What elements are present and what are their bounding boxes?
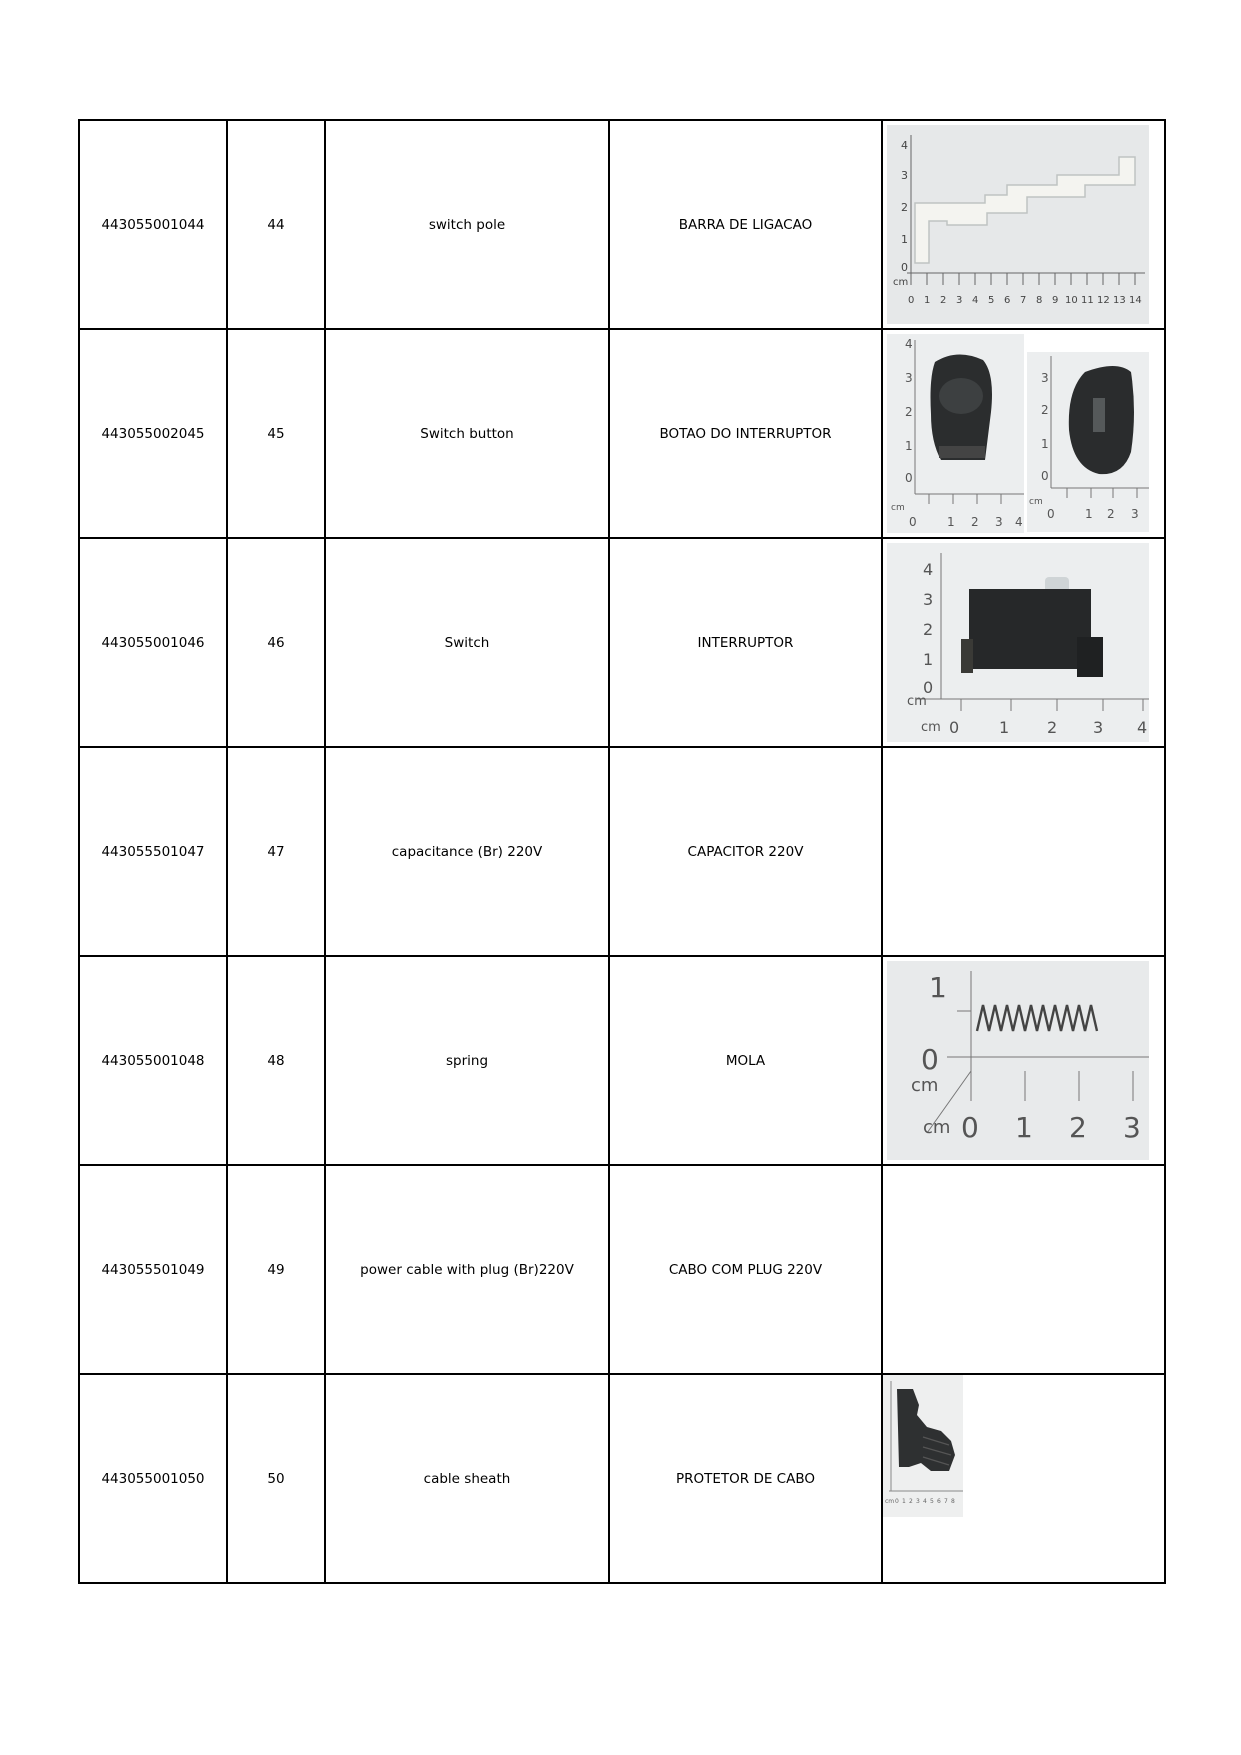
description-pt: INTERRUPTOR xyxy=(609,538,882,747)
ruler-mark: 1 xyxy=(947,515,955,529)
ruler-mark: 14 xyxy=(1129,295,1142,306)
part-number: 443055001048 xyxy=(79,956,227,1165)
position-number: 46 xyxy=(227,538,325,747)
ruler-mark: 3 xyxy=(1041,371,1049,385)
parts-table xyxy=(78,119,1166,1584)
ruler-mark: 0 xyxy=(961,1111,979,1144)
position-number: 45 xyxy=(227,329,325,538)
position-number: 44 xyxy=(227,120,325,329)
ruler-mark: 0 xyxy=(901,261,908,274)
description-pt: CAPACITOR 220V xyxy=(609,747,882,956)
description-en: Switch xyxy=(325,538,609,747)
ruler-unit: cm xyxy=(921,720,941,735)
table-row xyxy=(79,747,1165,956)
ruler-mark: 3 xyxy=(923,590,934,609)
ruler-mark: 4 xyxy=(923,1498,927,1505)
image-cell xyxy=(882,120,1165,329)
description-pt: BARRA DE LIGACAO xyxy=(609,120,882,329)
ruler-mark: 7 xyxy=(944,1498,948,1505)
image-cell xyxy=(882,956,1165,1165)
ruler-mark: 0 xyxy=(1047,507,1055,521)
ruler-mark: 2 xyxy=(971,515,979,529)
ruler-mark: 0 xyxy=(923,678,934,697)
ruler-mark: 2 xyxy=(905,405,913,419)
ruler-mark: 3 xyxy=(1093,718,1104,737)
ruler-mark: 1 xyxy=(901,233,908,246)
ruler-mark: 1 xyxy=(924,295,931,306)
ruler-mark: 2 xyxy=(940,295,947,306)
ruler-mark: 3 xyxy=(995,515,1003,529)
ruler-unit: cm xyxy=(1029,497,1043,507)
position-number: 50 xyxy=(227,1374,325,1583)
switch-button-back-photo xyxy=(1027,352,1149,532)
ruler-mark: 3 xyxy=(1123,1111,1141,1144)
ruler-mark: 2 xyxy=(923,620,934,639)
ruler-mark: 5 xyxy=(930,1498,934,1505)
ruler-mark: 3 xyxy=(956,295,963,306)
ruler-mark: 0 xyxy=(1041,469,1049,483)
description-pt: CABO COM PLUG 220V xyxy=(609,1165,882,1374)
ruler-mark: 12 xyxy=(1097,295,1110,306)
switch-pole-photo xyxy=(887,125,1149,324)
ruler-mark: 4 xyxy=(905,337,913,351)
part-number: 443055001044 xyxy=(79,120,227,329)
description-en: switch pole xyxy=(325,120,609,329)
image-cell xyxy=(882,747,1165,956)
part-number: 443055501047 xyxy=(79,747,227,956)
part-number: 443055001046 xyxy=(79,538,227,747)
table-row xyxy=(79,1374,1165,1583)
ruler-mark: 2 xyxy=(901,201,908,214)
switch-button-photo xyxy=(887,334,1024,533)
switch-photo xyxy=(887,543,1149,742)
table-row xyxy=(79,538,1165,747)
ruler-mark: 4 xyxy=(972,295,979,306)
ruler-mark: 8 xyxy=(951,1498,955,1505)
ruler-mark: 4 xyxy=(1015,515,1023,529)
spring-photo xyxy=(887,961,1149,1160)
ruler-mark: 1 xyxy=(905,439,913,453)
ruler-mark: 11 xyxy=(1081,295,1094,306)
ruler-mark: 2 xyxy=(1041,403,1049,417)
ruler-mark: 3 xyxy=(1131,507,1139,521)
ruler-mark: 1 xyxy=(929,971,947,1004)
ruler-mark: 1 xyxy=(1041,437,1049,451)
position-number: 49 xyxy=(227,1165,325,1374)
description-en: Switch button xyxy=(325,329,609,538)
ruler-unit: cm xyxy=(907,694,927,709)
ruler-mark: 7 xyxy=(1020,295,1027,306)
ruler-mark: 6 xyxy=(1004,295,1011,306)
image-cell xyxy=(882,538,1165,747)
description-pt: BOTAO DO INTERRUPTOR xyxy=(609,329,882,538)
ruler-mark: 5 xyxy=(988,295,995,306)
description-pt: PROTETOR DE CABO xyxy=(609,1374,882,1583)
ruler-mark: 0 xyxy=(905,471,913,485)
part-number: 443055002045 xyxy=(79,329,227,538)
ruler-mark: 0 xyxy=(895,1498,899,1505)
ruler-mark: 1 xyxy=(999,718,1010,737)
position-number: 47 xyxy=(227,747,325,956)
ruler-mark: 3 xyxy=(901,169,908,182)
description-pt: MOLA xyxy=(609,956,882,1165)
ruler-mark: 0 xyxy=(908,295,915,306)
ruler-unit: cm xyxy=(911,1075,939,1096)
ruler-mark: 3 xyxy=(916,1498,920,1505)
ruler-unit: cm xyxy=(893,277,909,288)
ruler-mark: 8 xyxy=(1036,295,1043,306)
table-row xyxy=(79,956,1165,1165)
ruler-unit: cm xyxy=(923,1117,951,1138)
ruler-mark: 4 xyxy=(901,139,908,152)
ruler-mark: 4 xyxy=(923,560,934,579)
table-row xyxy=(79,1165,1165,1374)
part-number: 443055001050 xyxy=(79,1374,227,1583)
ruler-mark: 0 xyxy=(921,1043,939,1076)
cable-sheath-photo xyxy=(883,1375,963,1517)
position-number: 48 xyxy=(227,956,325,1165)
ruler-mark: 1 xyxy=(902,1498,906,1505)
image-cell xyxy=(882,329,1165,538)
image-cell xyxy=(882,1374,1165,1583)
description-en: spring xyxy=(325,956,609,1165)
description-en: cable sheath xyxy=(325,1374,609,1583)
ruler-mark: 13 xyxy=(1113,295,1126,306)
ruler-mark: 6 xyxy=(937,1498,941,1505)
ruler-unit: cm xyxy=(885,1498,895,1505)
ruler-mark: 1 xyxy=(1015,1111,1033,1144)
ruler-mark: 2 xyxy=(909,1498,913,1505)
part-number: 443055501049 xyxy=(79,1165,227,1374)
ruler-mark: 0 xyxy=(909,515,917,529)
ruler-mark: 10 xyxy=(1065,295,1078,306)
ruler-mark: 4 xyxy=(1137,718,1148,737)
ruler-mark: 2 xyxy=(1107,507,1115,521)
ruler-unit: cm xyxy=(891,503,905,513)
ruler-mark: 3 xyxy=(905,371,913,385)
description-en: power cable with plug (Br)220V xyxy=(325,1165,609,1374)
ruler-mark: 1 xyxy=(1085,507,1093,521)
ruler-mark: 9 xyxy=(1052,295,1059,306)
table-row xyxy=(79,120,1165,329)
ruler-mark: 0 xyxy=(949,718,960,737)
ruler-mark: 1 xyxy=(923,650,934,669)
description-en: capacitance (Br) 220V xyxy=(325,747,609,956)
table-row xyxy=(79,329,1165,538)
ruler-mark: 2 xyxy=(1047,718,1058,737)
image-cell xyxy=(882,1165,1165,1374)
ruler-mark: 2 xyxy=(1069,1111,1087,1144)
